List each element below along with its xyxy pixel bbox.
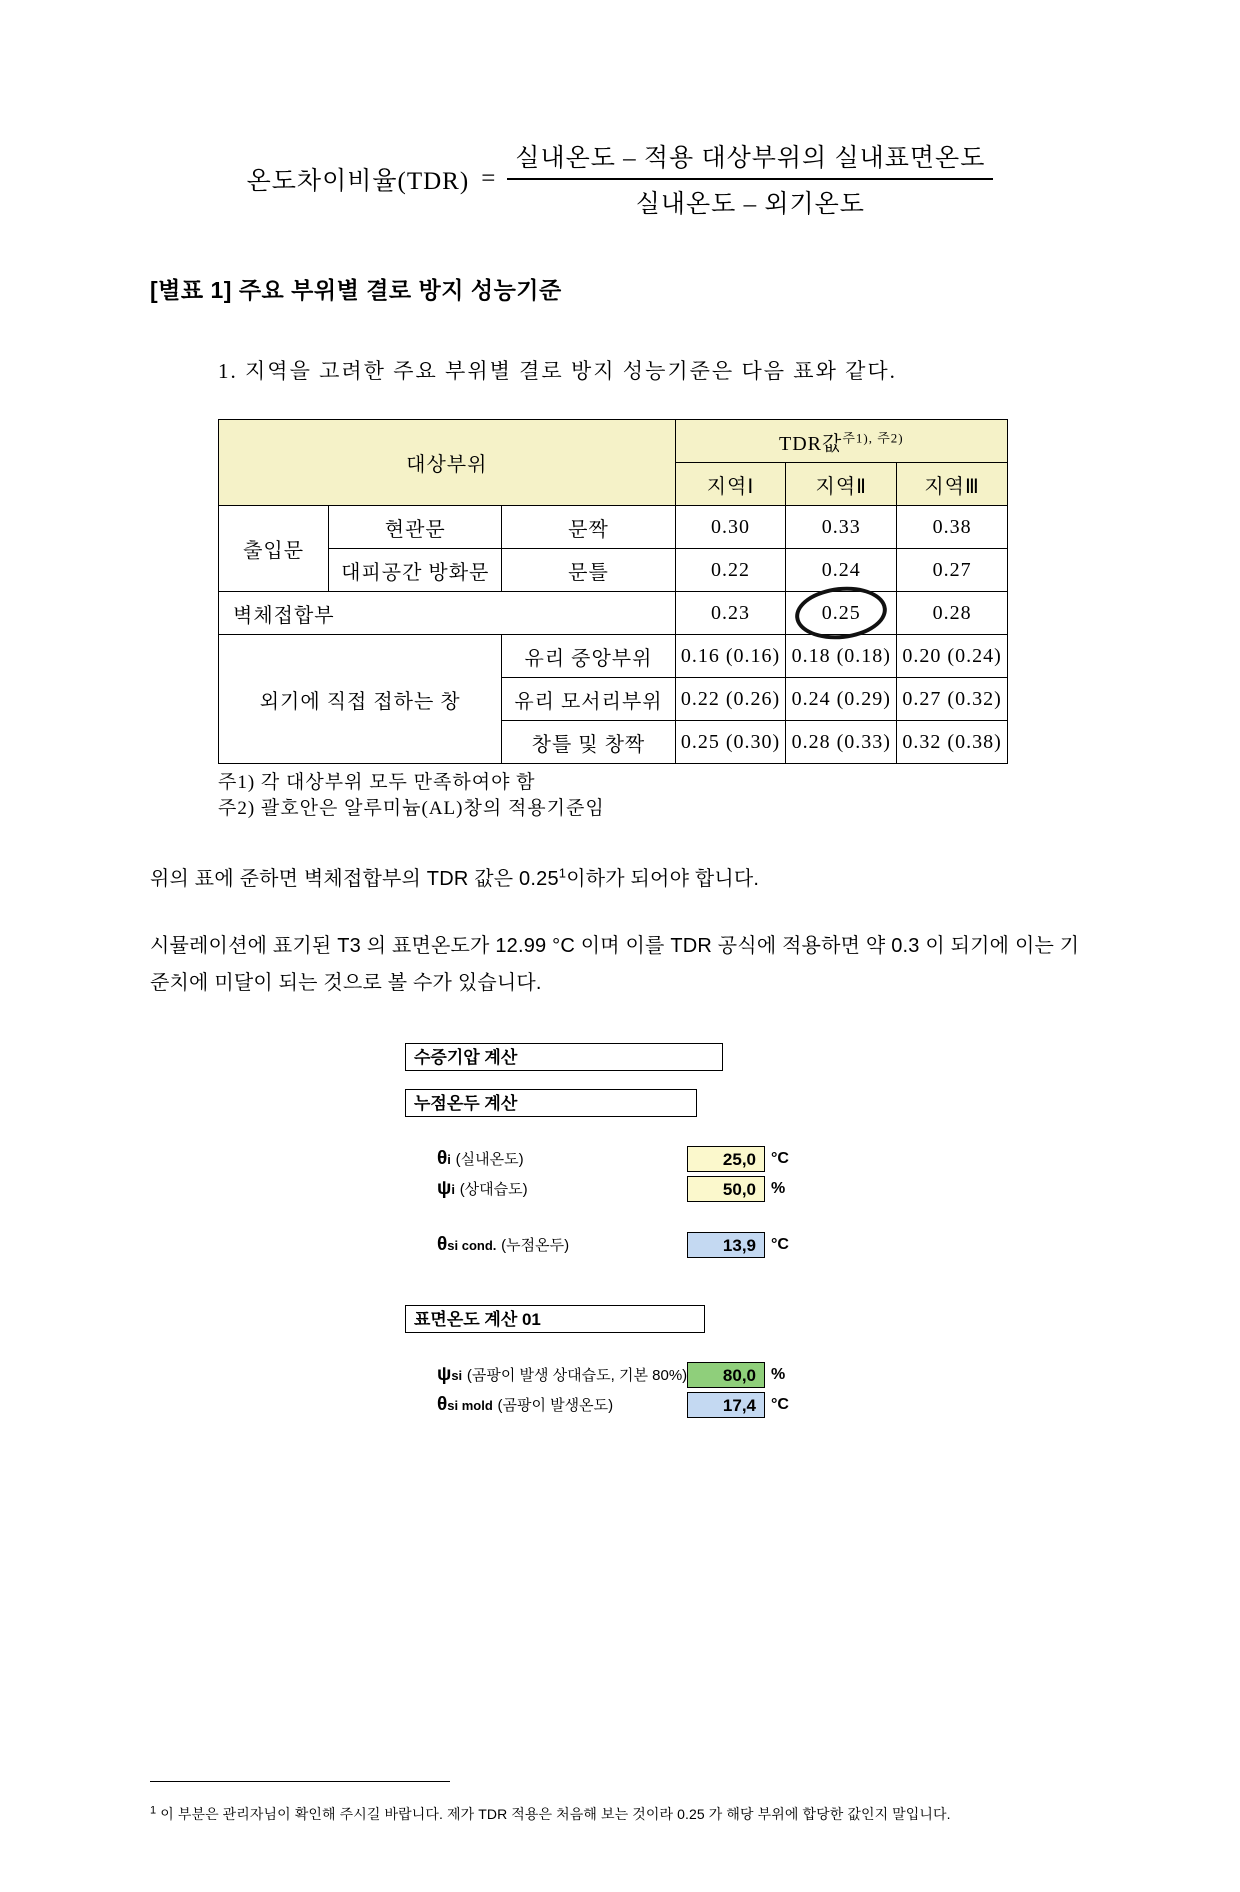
- cell-value-z2-highlighted: [786, 592, 897, 635]
- performance-standard-table-wrapper: [218, 419, 1008, 764]
- cell-glass-edge: 유리 모서리부위: [502, 678, 675, 721]
- indoor-temperature-row: [405, 1144, 965, 1174]
- surface-temperature-title: 표면온도 계산 01: [405, 1305, 705, 1333]
- cell-window-direct-outside: 외기에 직접 접하는 창: [219, 635, 502, 764]
- spacer: [405, 1204, 965, 1230]
- cell-wall-joint: 벽체접합부: [219, 592, 676, 635]
- footnote: [150, 1804, 1100, 1824]
- footnote-reference: 1: [558, 865, 567, 881]
- cell-door-frame: 문틀: [502, 549, 675, 592]
- dewpoint-value-row: [405, 1230, 965, 1260]
- theta-subscript: i: [447, 1152, 451, 1168]
- theta-symbol: θ: [437, 1394, 448, 1416]
- mold-temperature-value[interactable]: 17,4: [687, 1392, 765, 1418]
- indoor-temperature-text: (실내온도): [455, 1151, 524, 1169]
- cell-value-z1: 0.25 (0.30): [675, 721, 786, 764]
- header-zone-1: 지역Ⅰ: [675, 463, 786, 506]
- cell-value-z1: 0.22 (0.26): [675, 678, 786, 721]
- formula-equals-sign: =: [481, 165, 496, 192]
- relative-humidity-label: [405, 1178, 687, 1200]
- header-zone-2: 지역Ⅱ: [786, 463, 897, 506]
- relative-humidity-text: (상대습도): [459, 1181, 528, 1199]
- spreadsheet-calculation-block: [405, 1042, 965, 1420]
- theta-symbol: θ: [437, 1148, 448, 1170]
- vapor-pressure-title-row: [405, 1042, 965, 1072]
- header-target-part: 대상부위: [219, 420, 676, 506]
- indoor-temperature-unit: °C: [771, 1150, 789, 1168]
- vapor-pressure-title: 수증기압 계산: [405, 1043, 723, 1071]
- header-tdr-label: TDR값: [778, 432, 843, 455]
- mold-humidity-value[interactable]: 80,0: [687, 1362, 765, 1388]
- psi-subscript: si: [451, 1368, 463, 1384]
- intro-paragraph: 1. 지역을 고려한 주요 부위별 결로 방지 성능기준은 다음 표와 같다.: [218, 359, 897, 383]
- paragraph-one: [150, 861, 1090, 898]
- formula-left-side: 온도차이비율(TDR): [246, 168, 470, 195]
- indoor-temperature-value[interactable]: 25,0: [687, 1146, 765, 1172]
- spacer: [405, 1118, 965, 1144]
- spacer: [405, 1260, 965, 1304]
- surface-temperature-title-row: [405, 1304, 965, 1334]
- theta-subscript: si cond.: [447, 1238, 497, 1254]
- table-row: [219, 635, 1008, 678]
- cell-value-z1: 0.30: [675, 506, 786, 549]
- cell-value-z2: 0.33: [786, 506, 897, 549]
- highlighted-value: 0.25: [821, 601, 861, 624]
- cell-value-z1: 0.16 (0.16): [675, 635, 786, 678]
- header-zone-3: 지역Ⅲ: [897, 463, 1008, 506]
- table-row: [219, 506, 1008, 549]
- formula-denominator: 실내온도 – 외기온도: [635, 191, 865, 218]
- header-tdr-footnote-mark: 주1), 주2): [842, 429, 904, 445]
- mold-humidity-row: [405, 1360, 965, 1390]
- relative-humidity-value[interactable]: 50,0: [687, 1176, 765, 1202]
- cell-value-z1: 0.23: [675, 592, 786, 635]
- cell-value-z1: 0.22: [675, 549, 786, 592]
- mold-temperature-label: [405, 1394, 687, 1416]
- formula-numerator: 실내온도 – 적용 대상부위의 실내표면온도: [515, 145, 986, 172]
- cell-group-entrance: 출입문: [219, 506, 329, 592]
- spacer: [405, 1072, 965, 1088]
- cell-value-z3: 0.20 (0.24): [897, 635, 1008, 678]
- paragraph-one-part-a: 위의 표에 준하면 벽체접합부의 TDR 값은 0.25: [150, 868, 559, 891]
- dewpoint-title-row: [405, 1088, 965, 1118]
- mold-temperature-row: [405, 1390, 965, 1420]
- cell-value-z2: 0.28 (0.33): [786, 721, 897, 764]
- table-note-2: 주2) 괄호안은 알루미늄(AL)창의 적용기준임: [218, 797, 605, 819]
- relative-humidity-unit: %: [771, 1180, 786, 1198]
- dewpoint-unit: °C: [771, 1236, 789, 1254]
- footnote-text: 이 부분은 관리자님이 확인해 주시길 바랍니다. 제가 TDR 적용은 처음해 보는 것이라 0.25 가 해당 부위에 합당한 값인지 말입니다.: [156, 1806, 951, 1822]
- mold-humidity-text: (곰팡이 발생 상대습도, 기본 80%): [466, 1367, 688, 1385]
- tdr-formula: [150, 138, 1090, 220]
- mold-humidity-label: [405, 1364, 687, 1386]
- indoor-temperature-label: [405, 1148, 687, 1170]
- table-row: [219, 592, 1008, 635]
- dewpoint-value[interactable]: 13,9: [687, 1232, 765, 1258]
- footnote-separator: [150, 1781, 450, 1782]
- cell-shelter-firedoor: 대피공간 방화문: [329, 549, 502, 592]
- table-note-1: 주1) 각 대상부위 모두 만족하여야 함: [218, 772, 536, 793]
- dewpoint-label: [405, 1234, 687, 1256]
- cell-value-z3: 0.32 (0.38): [897, 721, 1008, 764]
- psi-symbol: ψ: [437, 1178, 452, 1200]
- table-header-row-1: [219, 420, 1008, 463]
- formula-fraction: [507, 138, 993, 220]
- header-tdr-value: [675, 420, 1007, 463]
- cell-value-z3: 0.27: [897, 549, 1008, 592]
- document-page: [0, 138, 1240, 1892]
- cell-glass-center: 유리 중앙부위: [502, 635, 675, 678]
- cell-value-z2: 0.24: [786, 549, 897, 592]
- relative-humidity-row: [405, 1174, 965, 1204]
- cell-value-z2: 0.24 (0.29): [786, 678, 897, 721]
- cell-value-z3: 0.28: [897, 592, 1008, 635]
- table-notes: [218, 770, 1090, 821]
- psi-subscript: i: [451, 1182, 455, 1198]
- footnote-marker: 1: [150, 1804, 157, 1817]
- mold-temperature-text: (곰팡이 발생온도): [497, 1397, 614, 1415]
- cell-value-z2: 0.18 (0.18): [786, 635, 897, 678]
- theta-subscript: si mold: [447, 1398, 493, 1414]
- cell-value-z3: 0.38: [897, 506, 1008, 549]
- cell-door-leaf: 문짝: [502, 506, 675, 549]
- mold-temperature-unit: °C: [771, 1396, 789, 1414]
- spacer: [405, 1334, 965, 1360]
- theta-symbol: θ: [437, 1234, 448, 1256]
- paragraph-two: 시뮬레이션에 표기된 T3 의 표면온도가 12.99 °C 이며 이를 TDR 공식에 적용하면 약 0.3 이 되기에 이는 기준치에 미달이 되는 것으로 볼 수가 있습니다.: [150, 935, 1080, 995]
- paragraph-one-part-b: 이하가 되어야 합니다.: [566, 868, 760, 891]
- table-row: [219, 549, 1008, 592]
- cell-window-frame-sash: 창틀 및 창짝: [502, 721, 675, 764]
- dewpoint-text: (누점온두): [501, 1237, 570, 1255]
- cell-entrance-door: 현관문: [329, 506, 502, 549]
- cell-value-z3: 0.27 (0.32): [897, 678, 1008, 721]
- dewpoint-title: 누점온두 계산: [405, 1089, 697, 1117]
- mold-humidity-unit: %: [771, 1366, 786, 1384]
- section-heading: [별표 1] 주요 부위별 결로 방지 성능기준: [150, 277, 562, 303]
- psi-symbol: ψ: [437, 1364, 452, 1386]
- performance-standard-table: [218, 419, 1008, 764]
